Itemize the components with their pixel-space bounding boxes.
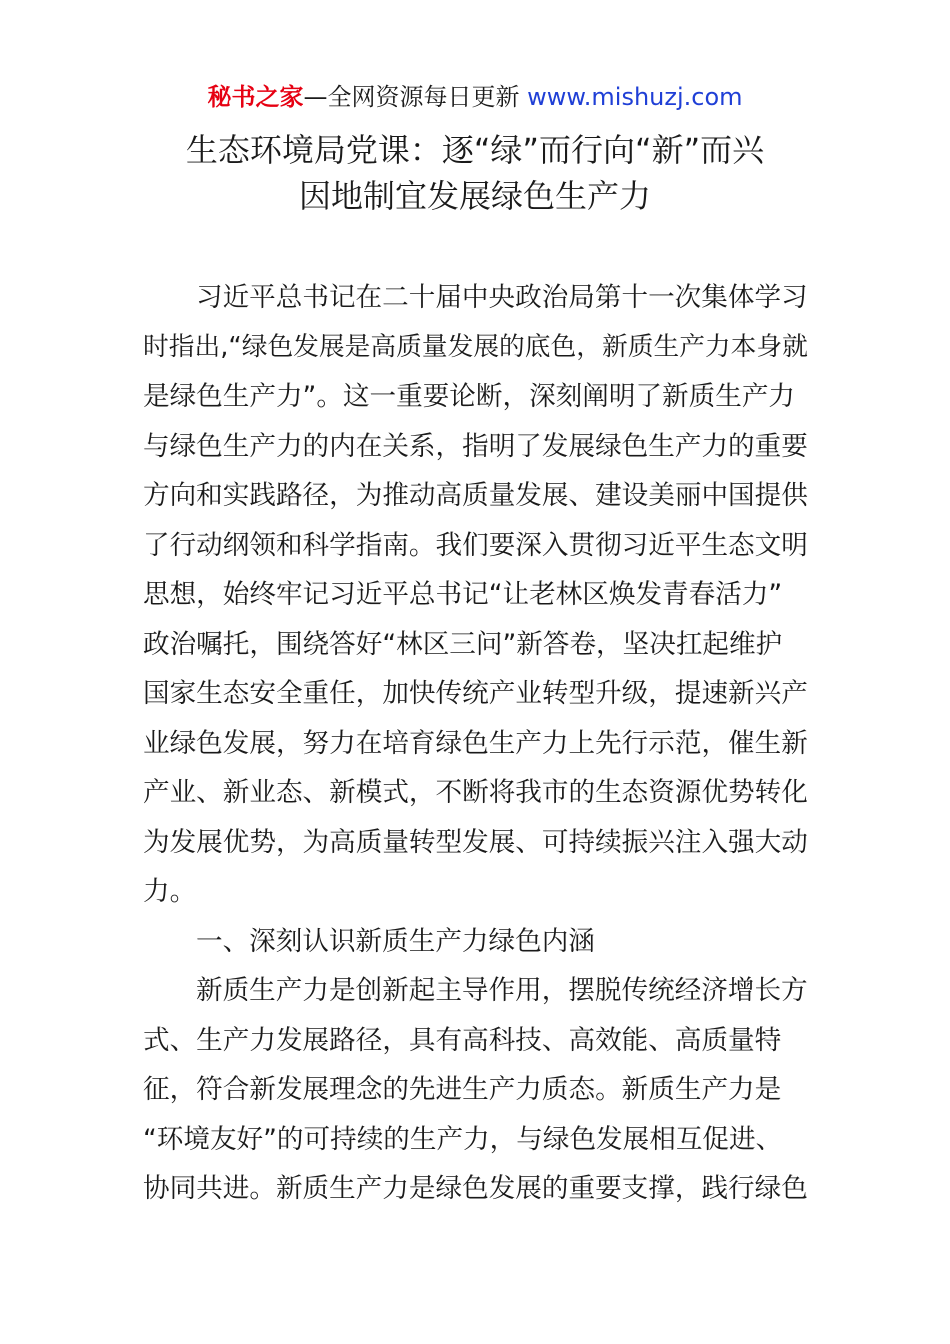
text-line: “环境友好”的可持续的生产力，与绿色发展相互促进、 [143,1123,783,1155]
text-line: 产业、新业态、新模式，不断将我市的生态资源优势转化 [143,777,808,808]
text-line: 协同共进。新质生产力是绿色发展的重要支撑，践行绿色 [143,1173,808,1204]
text-line: 与绿色生产力的内在关系，指明了发展绿色生产力的重要 [143,430,808,462]
text-line: 了行动纲领和科学指南。我们要深入贯彻习近平生态文明 [143,529,808,561]
site-header [0,82,950,112]
document-title-line-2: 因地制宜发展绿色生产力 [298,177,651,215]
text-line: 方向和实践路径，为推动高质量发展、建设美丽中国提供 [143,480,808,511]
text-line: 习近平总书记在二十届中央政治局第十一次集体学习 [196,282,808,313]
header-tagline: —全网资源每日更新 [303,83,528,111]
text-line: 式、生产力发展路径，具有高科技、高效能、高质量特 [143,1024,782,1056]
paragraph-section-1 [143,966,808,1214]
text-line: 是绿色生产力”。这一重要论断，深刻阐明了新质生产力 [143,381,796,412]
text-line: 新质生产力是创新起主导作用，摆脱传统经济增长方 [196,975,808,1006]
site-link[interactable]: www.mishuzj.com [527,83,743,111]
text-line: 时指出,“绿色发展是高质量发展的底色，新质生产力本身就 [143,331,808,362]
text-line: 为发展优势，为高质量转型发展、可持续振兴注入强大动 [143,826,808,858]
document-title-line-1: 生态环境局党课：逐“绿”而行向“新”而兴 [185,131,765,169]
text-line: 国家生态安全重任，加快传统产业转型升级，提速新兴产 [143,678,808,709]
section-heading [143,917,808,967]
brand-name: 秘书之家 [207,83,304,111]
text-line: 业绿色发展，努力在培育绿色生产力上先行示范，催生新 [143,727,808,759]
text-line: 政治嘱托，围绕答好“林区三问”新答卷，坚决扛起维护 [143,628,783,660]
paragraph-intro [143,273,808,917]
text-line: 力。 [143,876,197,907]
text-line: 征，符合新发展理念的先进生产力质态。新质生产力是 [143,1074,782,1105]
text-line: 思想，始终牢记习近平总书记“让老林区焕发青春活力” [143,579,783,610]
section-heading-text: 一、深刻认识新质生产力绿色内涵 [196,926,595,957]
